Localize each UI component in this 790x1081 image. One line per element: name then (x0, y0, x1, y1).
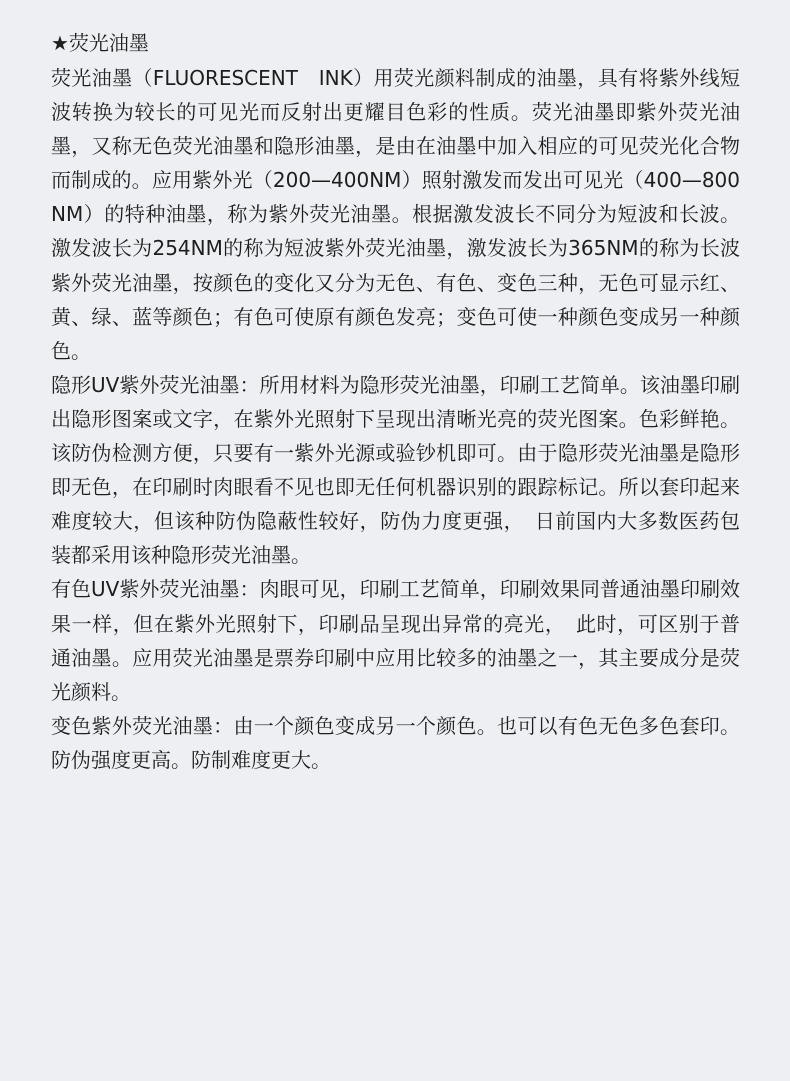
paragraph-color-changing-uv-ink: 变色紫外荧光油墨：由一个颜色变成另一个颜色。也可以有色无色多色套印。防伪强度更高。防制难度更大。 (51, 713, 740, 772)
document-title: ★荧光油墨 (51, 31, 149, 55)
paragraph-intro: 荧光油墨（FLUORESCENT INK）用荧光颜料制成的油墨，具有将紫外线短波转换为较长的可见光而反射出更耀目色彩的性质。荧光油墨即紫外荧光油墨，又称无色荧光油墨和隐形油墨，是由在油墨中加入相应的可见荧光化合物而制成的。应用紫外光（200—400NM）照射激发而发出可见光（400—800NM）的特种油墨，称为紫外荧光油墨。根据激发波长不同分为短波和长波。激发波长为254NM的称为短波紫外荧光油墨，激发波长为365NM的称为长波紫外荧光油墨，按颜色的变化又分为无色、有色、变色三种，无色可显示红、黄、绿、蓝等颜色；有色可使原有颜色发亮；变色可使一种颜色变成另一种颜色。 (51, 66, 740, 363)
paragraph-invisible-uv-ink: 隐形UV紫外荧光油墨：所用材料为隐形荧光油墨，印刷工艺简单。该油墨印刷出隐形图案或文字，在紫外光照射下呈现出清晰光亮的荧光图案。色彩鲜艳。该防伪检测方便，只要有一紫外光源或验钞机即可。由于隐形荧光油墨是隐形即无色，在印刷时肉眼看不见也即无任何机器识别的跟踪标记。所以套印起来难度较大，但该种防伪隐蔽性较好，防伪力度更强， 日前国内大多数医药包装都采用该种隐形荧光油墨。 (51, 372, 740, 568)
paragraph-colored-uv-ink: 有色UV紫外荧光油墨：肉眼可见，印刷工艺简单，印刷效果同普通油墨印刷效果一样，但在紫外光照射下，印刷品呈现出异常的亮光， 此时，可区别于普通油墨。应用荧光油墨是票券印刷中应用比较多的油墨之一，其主要成分是荧光颜料。 (51, 577, 740, 704)
